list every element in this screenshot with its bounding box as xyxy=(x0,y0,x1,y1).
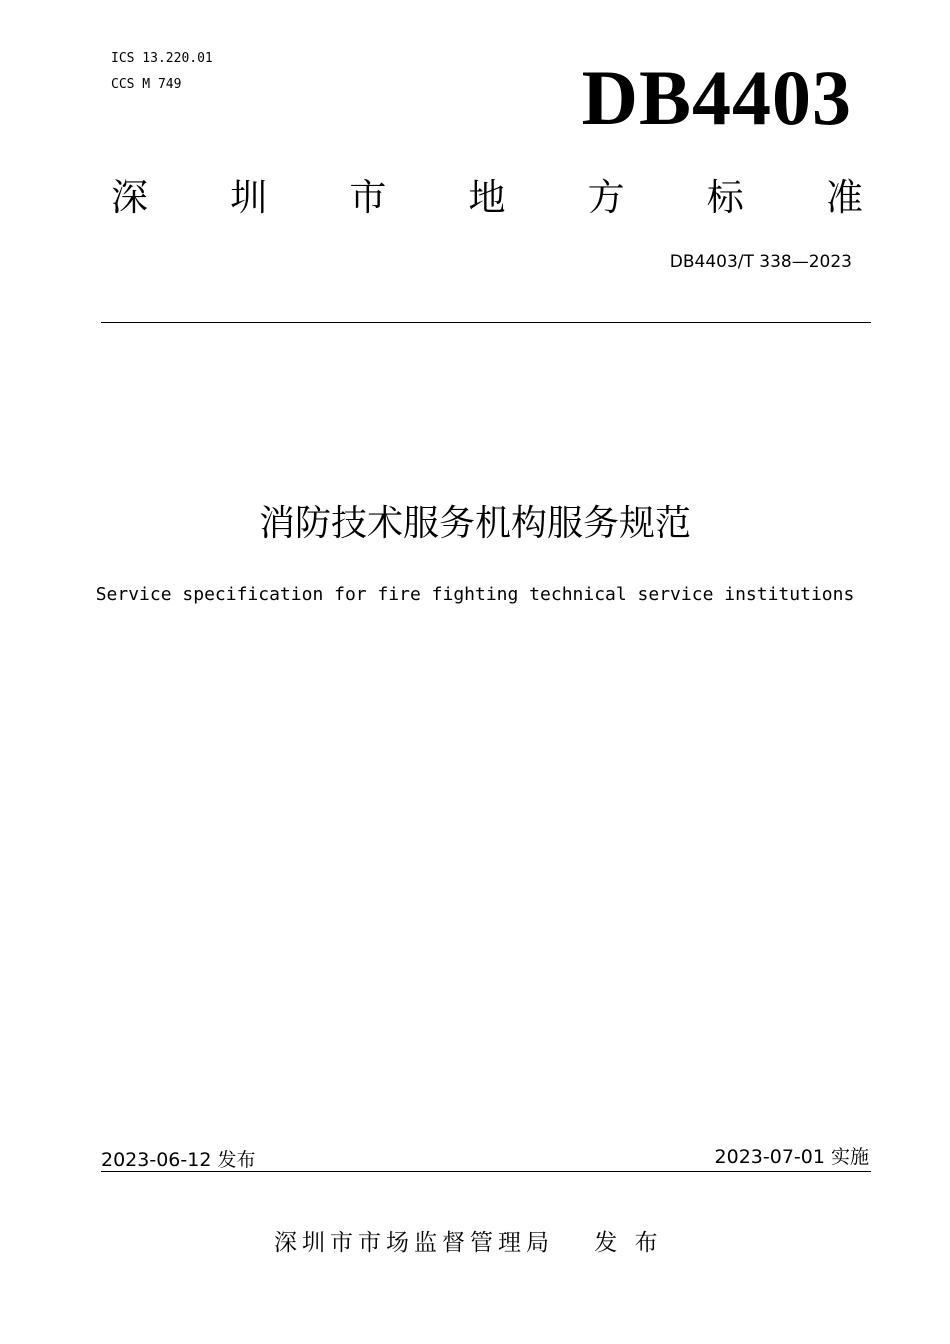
classification-codes xyxy=(111,46,213,98)
standard-type-char: 准 xyxy=(825,176,863,219)
publisher: 深圳市市场监督管理局 发 布 xyxy=(274,1230,663,1256)
issue-date: 2023-06-12 发布 xyxy=(101,1149,256,1171)
standard-number: DB4403/T 338—2023 xyxy=(669,252,852,272)
standard-type-char: 深 xyxy=(111,176,148,219)
ics-code: ICS 13.220.01 xyxy=(111,51,213,66)
footer-divider xyxy=(101,1171,871,1172)
standard-type-char: 标 xyxy=(706,176,744,219)
ccs-code: CCS M 749 xyxy=(111,77,182,92)
document-title-cn: 消防技术服务机构服务规范 xyxy=(258,503,691,544)
header-divider xyxy=(101,322,871,323)
standard-type-char: 方 xyxy=(587,176,625,219)
standard-type xyxy=(111,176,863,220)
implement-date: 2023-07-01 实施 xyxy=(714,1146,869,1168)
standard-logo: DB4403 xyxy=(581,54,852,141)
document-title-en: Service specification for fire fighting technical service institutions xyxy=(95,584,855,605)
standard-type-char: 市 xyxy=(349,176,387,219)
standard-type-char: 地 xyxy=(468,176,506,219)
standard-type-char: 圳 xyxy=(230,176,268,219)
